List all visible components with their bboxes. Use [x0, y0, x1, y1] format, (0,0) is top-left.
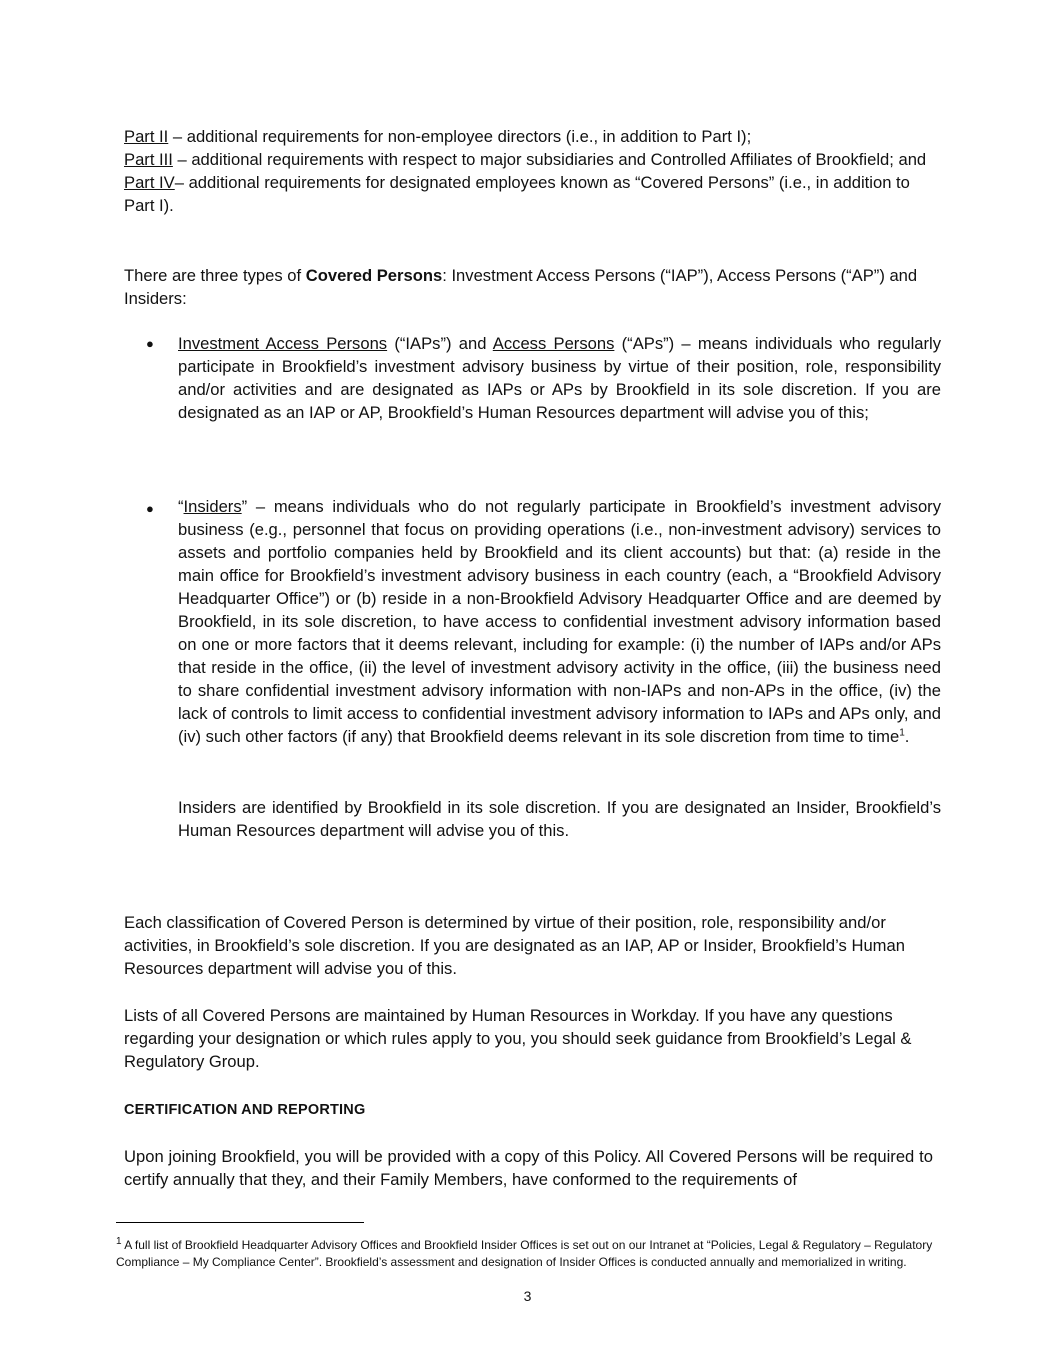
- covered-persons-intro: [124, 264, 936, 310]
- part-iv-line: [124, 171, 936, 217]
- parts-list: [124, 125, 936, 217]
- part-iv-text: – additional requirements for designated employees known as “Covered Persons” (i.e., in addition to Part I).: [124, 173, 910, 215]
- part-ii-text: – additional requirements for non-employee directors (i.e., in addition to Part I);: [168, 127, 752, 146]
- bullet2-open-quote: “: [178, 497, 184, 516]
- intro-after: : Investment Access Persons (“IAP”), Access Persons (“AP”) and Insiders:: [124, 266, 918, 308]
- footnote-ref[interactable]: 1: [899, 727, 905, 739]
- bullet1-rest: (“APs”) – means individuals who regularly participate in Brookfield’s investment advisory business by virtue of their position, role, responsibility and/or activities and are designated as IAPs or APs by Brookfield in its sole discretion. If you are designated as an IAP or AP, Brookfield’s Human Resources department will advise you of this;: [178, 334, 942, 422]
- bullet1-mid: (“IAPs”) and: [387, 334, 493, 353]
- section-heading: CERTIFICATION AND REPORTING: [124, 1102, 366, 1118]
- term-insiders: Insiders: [183, 497, 242, 516]
- footnote-marker: 1: [116, 1236, 122, 1247]
- lists-paragraph: Lists of all Covered Persons are maintained by Human Resources in Workday. If you have any questions regarding your designation or which rules apply to you, you should seek guidance from Brookfield’s Legal & Regulatory Group.: [124, 1006, 912, 1071]
- part-ii-label: Part II: [124, 127, 169, 146]
- classification-paragraph: Each classification of Covered Person is determined by virtue of their position, role, responsibility and/or activities, in Brookfield’s sole discretion. If you are designated as an IAP, AP or Insider, Brookfield’s Human Resources department will advise you of this.: [124, 913, 905, 978]
- bullet-dot-icon: ●: [146, 501, 154, 516]
- part-iii-label: Part III: [124, 150, 173, 169]
- part-ii-line: [124, 125, 936, 148]
- page-number: 3: [523, 1288, 532, 1304]
- part-iii-line: [124, 148, 936, 171]
- bullet-iap-ap: [178, 332, 941, 424]
- intro-before: There are three types of: [124, 266, 306, 285]
- term-access-persons: Access Persons: [492, 334, 615, 353]
- bullet-dot-icon: ●: [146, 336, 154, 351]
- insiders-followup: Insiders are identified by Brookfield in its sole discretion. If you are designated an Insider, Brookfield’s Human Resources department will advise you of this.: [178, 798, 941, 840]
- part-iii-text: – additional requirements with respect to major subsidiaries and Controlled Affiliates of Brookfield; and: [172, 150, 927, 169]
- intro-bold: Covered Persons: [305, 266, 443, 285]
- certification-paragraph: Upon joining Brookfield, you will be provided with a copy of this Policy. All Covered Persons will be required to certify annually that they, and their Family Members, have conformed to the requirements of: [124, 1147, 933, 1189]
- bullet2-rest: ” – means individuals who do not regularly participate in Brookfield’s investment advisory business (e.g., personnel that focus on providing operations (i.e., non-investment advisory) services to assets and portfolio companies held by Brookfield and its client accounts) but that: (a) reside in the main office for Brookfield’s investment advisory business in each country (each, a “Brookfield Advisory Headquarter Office”) or (b) reside in a non-Brookfield Advisory Headquarter Office and are deemed by Brookfield, in its sole discretion, to have access to confidential investment advisory information based on one or more factors that it deems relevant, including for example: (i) the number of IAPs and/or APs that reside in the office, (ii) the level of investment advisory activity in the office, (iii) the business need to share confidential investment advisory information with non-IAPs and non-APs in the office, (iv) the lack of controls to limit access to confidential investment advisory information to IAPs and APs only, and (iv) such other factors (if any) that Brookfield deems relevant in its sole discretion from time to time: [178, 497, 941, 746]
- footnote: [116, 1237, 946, 1271]
- footnote-text: A full list of Brookfield Headquarter Advisory Offices and Brookfield Insider Offices is set out on our Intranet at “Policies, Legal & Regulatory – Regulatory Compliance – My Compliance Center”. Brookfield’s assessment and designation of Insider Offices is conducted annually and memorialized in writing.: [116, 1238, 933, 1269]
- bullet-insiders: [178, 495, 941, 748]
- footnote-divider: [116, 1222, 364, 1223]
- term-investment-access-persons: Investment Access Persons: [178, 334, 388, 353]
- bullet2-end: .: [904, 727, 910, 746]
- part-iv-label: Part IV: [124, 173, 175, 192]
